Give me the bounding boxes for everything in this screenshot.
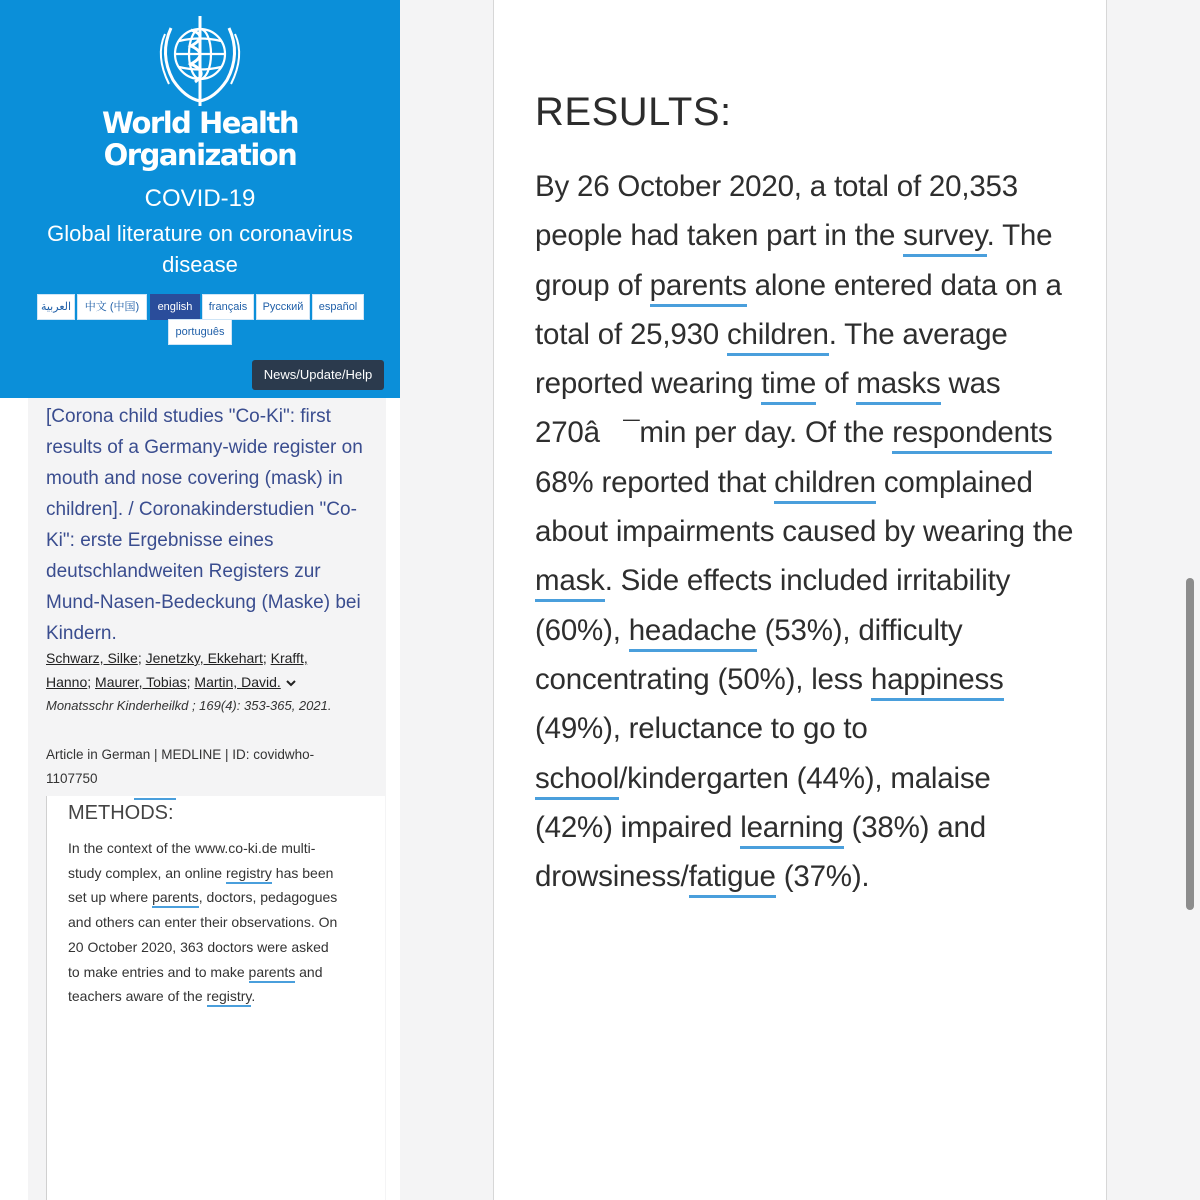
keyword-children[interactable]: children	[727, 318, 829, 356]
keyword-school[interactable]: school	[535, 762, 619, 800]
author-link[interactable]: Schwarz, Silke	[46, 650, 138, 666]
org-name-line2: Organization	[103, 138, 297, 172]
author-list: Schwarz, Silke; Jenetzky, Ekkehart; Krafft, Hanno; Maurer, Tobias; Martin, David.	[46, 650, 308, 690]
lang-spanish[interactable]: español	[312, 294, 364, 320]
lang-french[interactable]: français	[202, 294, 254, 320]
methods-text: In the context of the www.co-ki.de multi-study complex, an online registry has been set up where parents, doctors, pedagogues and others can enter their observations. On 20 October 2020, 363 doctors were asked to make entries and to make parents and teachers aware of the registry.	[68, 836, 340, 1009]
lang-russian[interactable]: Русский	[256, 294, 310, 320]
lang-english[interactable]: english	[150, 294, 200, 320]
keyword-mask[interactable]: mask	[535, 564, 605, 602]
who-emblem-icon[interactable]	[139, 8, 261, 114]
keyword-parents[interactable]: parents	[249, 964, 296, 983]
left-panel	[0, 0, 400, 1200]
keyword-fatigue[interactable]: fatigue	[689, 860, 776, 898]
author-link[interactable]: Jenetzky, Ekkehart	[145, 650, 263, 666]
keyword-headache[interactable]: headache	[629, 614, 757, 652]
article-info: Article in German | MEDLINE | ID: covidwho-1107750	[46, 747, 315, 786]
keyword-respondents[interactable]: respondents	[892, 416, 1052, 454]
scrollbar-thumb[interactable]	[1186, 578, 1194, 910]
lang-chinese[interactable]: 中文 (中国)	[77, 294, 147, 320]
keyword-children[interactable]: children	[774, 466, 876, 504]
keyword-learning[interactable]: learning	[740, 811, 843, 849]
keyword-happiness[interactable]: happiness	[871, 663, 1004, 701]
who-header	[0, 0, 400, 398]
keyword-underline-fragment	[134, 798, 176, 800]
keyword-survey[interactable]: survey	[903, 219, 987, 257]
results-heading: RESULTS:	[535, 90, 732, 134]
journal-citation: Monatsschr Kinderheilkd ; 169(4): 353-365, 2021.	[46, 698, 332, 713]
author-link[interactable]: Maurer, Tobias	[95, 674, 187, 690]
keyword-parents[interactable]: parents	[152, 889, 199, 908]
lang-portuguese[interactable]: português	[168, 319, 232, 345]
keyword-masks[interactable]: masks	[856, 367, 940, 405]
chevron-down-icon[interactable]	[285, 678, 297, 688]
keyword-parents[interactable]: parents	[650, 269, 747, 307]
author-link[interactable]: Martin, David.	[194, 674, 281, 690]
site-title: COVID-19	[144, 185, 256, 212]
site-subtitle: Global literature on coronavirus disease	[47, 221, 353, 277]
org-name-line1: World Health	[102, 106, 298, 140]
author-link[interactable]: Krafft, Hanno	[46, 650, 308, 690]
article-title[interactable]: [Corona child studies "Co-Ki": first results of a Germany-wide register on mouth and nose covering (mask) in children]. / Coronakinderstudien "Co-Ki": erste Ergebnisse eines deutschlandweiten Registers zur Mund-Nasen-Bedeckung (Maske) bei Kindern.	[46, 406, 363, 644]
keyword-registry[interactable]: registry	[226, 865, 272, 884]
methods-heading: METHODS:	[68, 802, 174, 824]
lang-arabic[interactable]: العربية	[37, 294, 75, 320]
results-text: By 26 October 2020, a total of 20,353 people had taken part in the survey. The group of parents alone entered data on a total of 25,930 children. The average reported wearing time of masks was 270â¯min per day. Of the respondents 68% reported that children complained about impairments caused by wearing the mask. Side effects included irritability (60%), headache (53%), difficulty concentrating (50%), less happiness (49%), reluctance to go to school/kindergarten (44%), malaise (42%) impaired learning (38%) and drowsiness/fatigue (37%).	[535, 162, 1075, 901]
keyword-time[interactable]: time	[761, 367, 816, 405]
keyword-registry[interactable]: registry	[207, 988, 252, 1007]
news-update-help-button[interactable]: News/Update/Help	[252, 360, 384, 390]
